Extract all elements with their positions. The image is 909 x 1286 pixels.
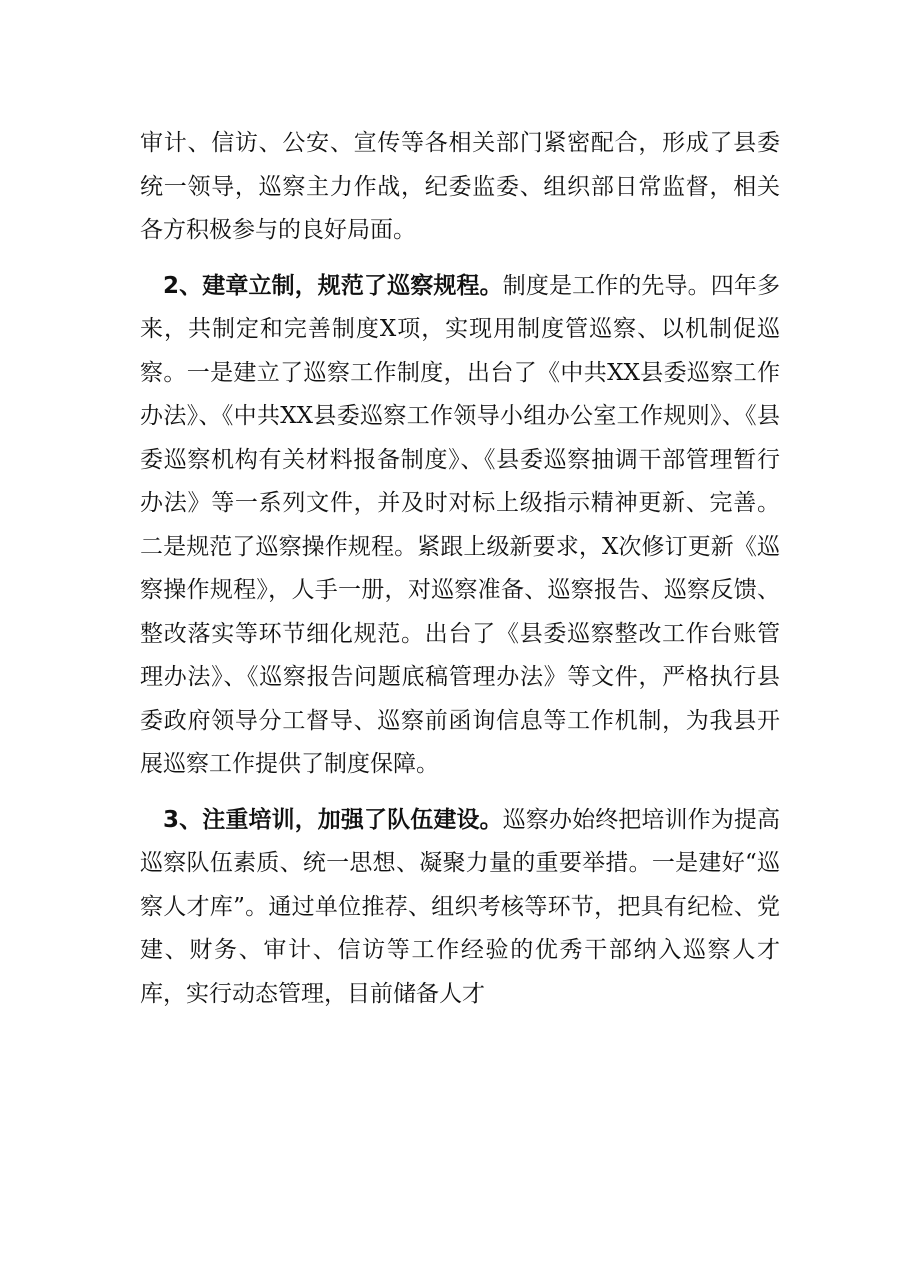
paragraph-3-heading: 3、注重培训，加强了队伍建设。 [163, 806, 503, 833]
document-page [140, 122, 780, 1016]
paragraph-2-heading: 2、建章立制，规范了巡察规程。 [163, 272, 503, 299]
paragraph-3-body: 巡察办始终把培训作为提高巡察队伍素质、统一思想、凝聚力量的重要举措。一是建好“巡察人才库”。通过单位推荐、组织考核等环节，把具有纪检、党建、财务、审计、信访等工作经验的优秀干部纳入巡察人才库，实行动态管理，目前储备人才 [140, 806, 780, 1007]
paragraph-2-body: 制度是工作的先导。四年多来，共制定和完善制度X项，实现用制度管巡察、以机制促巡察。一是建立了巡察工作制度，出台了《中共XX县委巡察工作办法》、《中共XX县委巡察工作领导小组办公室工作规则》、《县委巡察机构有关材料报备制度》、《县委巡察抽调干部管理暂行办法》等一系列文件，并及时对标上级指示精神更新、完善。二是规范了巡察操作规程。紧跟上级新要求，X次修订更新《巡察操作规程》，人手一册，对巡察准备、巡察报告、巡察反馈、整改落实等环节细化规范。出台了《县委巡察整改工作台账管理办法》、《巡察报告问题底稿管理办法》等文件，严格执行县委政府领导分工督导、巡察前函询信息等工作机制，为我县开展巡察工作提供了制度保障。 [140, 272, 780, 777]
paragraph-1-body: 审计、信访、公安、宣传等各相关部门紧密配合，形成了县委统一领导，巡察主力作战，纪委监委、组织部日常监督，相关各方积极参与的良好局面。 [140, 130, 780, 243]
paragraph-1 [140, 122, 780, 253]
paragraph-2 [140, 265, 780, 787]
paragraph-3 [140, 799, 780, 1017]
